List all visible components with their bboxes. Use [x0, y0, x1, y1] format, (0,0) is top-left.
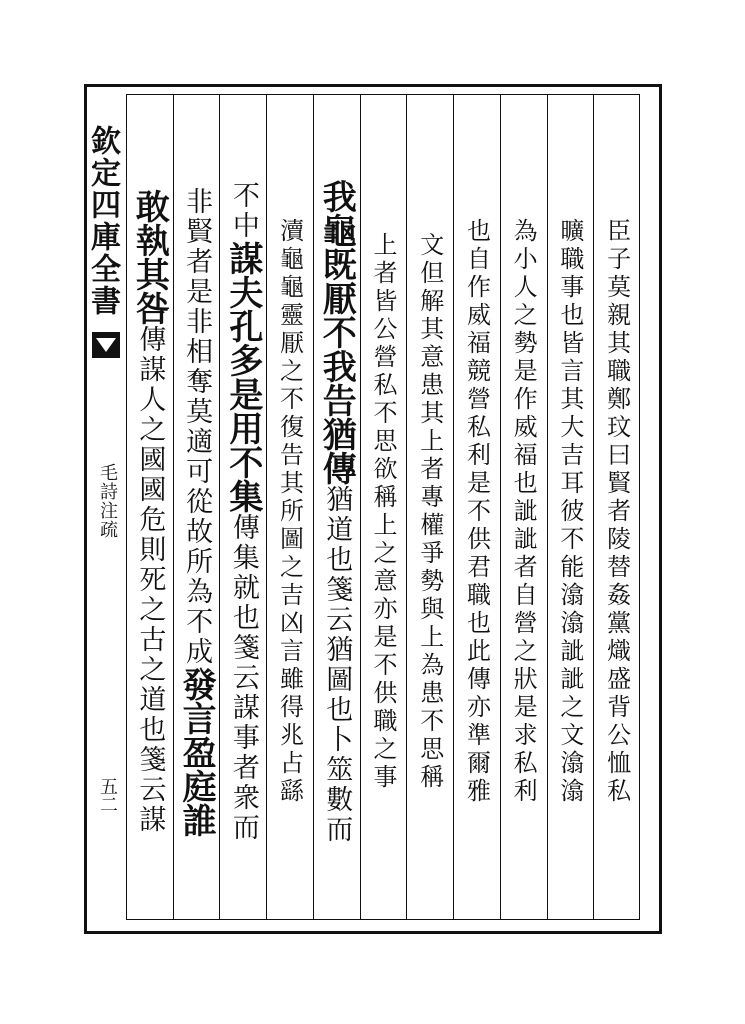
main-text-segment: 傳 — [316, 451, 357, 485]
commentary-segment: 文但解其意患其上者專權爭勢與上為患不思稱 — [415, 232, 444, 792]
text-column — [593, 108, 641, 916]
margin-book-title: 毛詩注疏 — [97, 463, 118, 539]
main-text-segment: 謀夫孔多是用不集 — [222, 241, 263, 513]
main-text-segment: 敢執其咎 — [129, 189, 170, 325]
commentary-segment: 非賢者是非相奪莫適可從故所為不成 — [181, 187, 213, 667]
text-column — [406, 108, 454, 916]
text-column — [266, 108, 314, 916]
text-column — [219, 108, 267, 916]
margin-collection-title: 欽定四庫全書 — [85, 125, 120, 317]
text-column — [546, 108, 594, 916]
text-column — [172, 108, 220, 916]
commentary-segment: 瀆龜龜靈厭之不復告其所圖之吉凶言雖得兆占繇 — [275, 218, 304, 806]
commentary-segment: 為小人之勢是作威福也訿訿者自營之狀是求私利 — [509, 218, 538, 806]
text-column — [452, 108, 500, 916]
text-column — [499, 108, 547, 916]
commentary-segment: 猶道也箋云猶圖也卜筮數而 — [321, 485, 353, 845]
commentary-segment: 也自作威福競營私利是不供君職也此傳亦準爾雅 — [462, 218, 491, 806]
fishtail-mark-icon — [92, 332, 120, 358]
text-column — [125, 108, 173, 916]
commentary-segment: 曠職事也皆言其大吉耳彼不能潝潝訿訿之文潝潝 — [555, 218, 584, 806]
main-text-segment: 我龜既厭不我告猶 — [316, 179, 357, 451]
commentary-segment: 上者皆公營私不思欲稱上之意亦是不供職之事 — [369, 232, 397, 792]
commentary-segment: 傳集就也箋云謀事者衆而 — [227, 513, 259, 843]
margin-page-number: 五二 — [97, 777, 118, 813]
text-column — [359, 108, 407, 916]
commentary-segment: 不中 — [227, 181, 259, 241]
commentary-segment: 臣子莫親其職鄭玟曰賢者陵替姦黨熾盛背公恤私 — [602, 218, 631, 806]
main-text-segment: 發言盈庭誰 — [176, 667, 217, 837]
commentary-segment: 傳謀人之國國危則死之古之道也箋云謀 — [134, 325, 166, 835]
text-column — [312, 108, 360, 916]
